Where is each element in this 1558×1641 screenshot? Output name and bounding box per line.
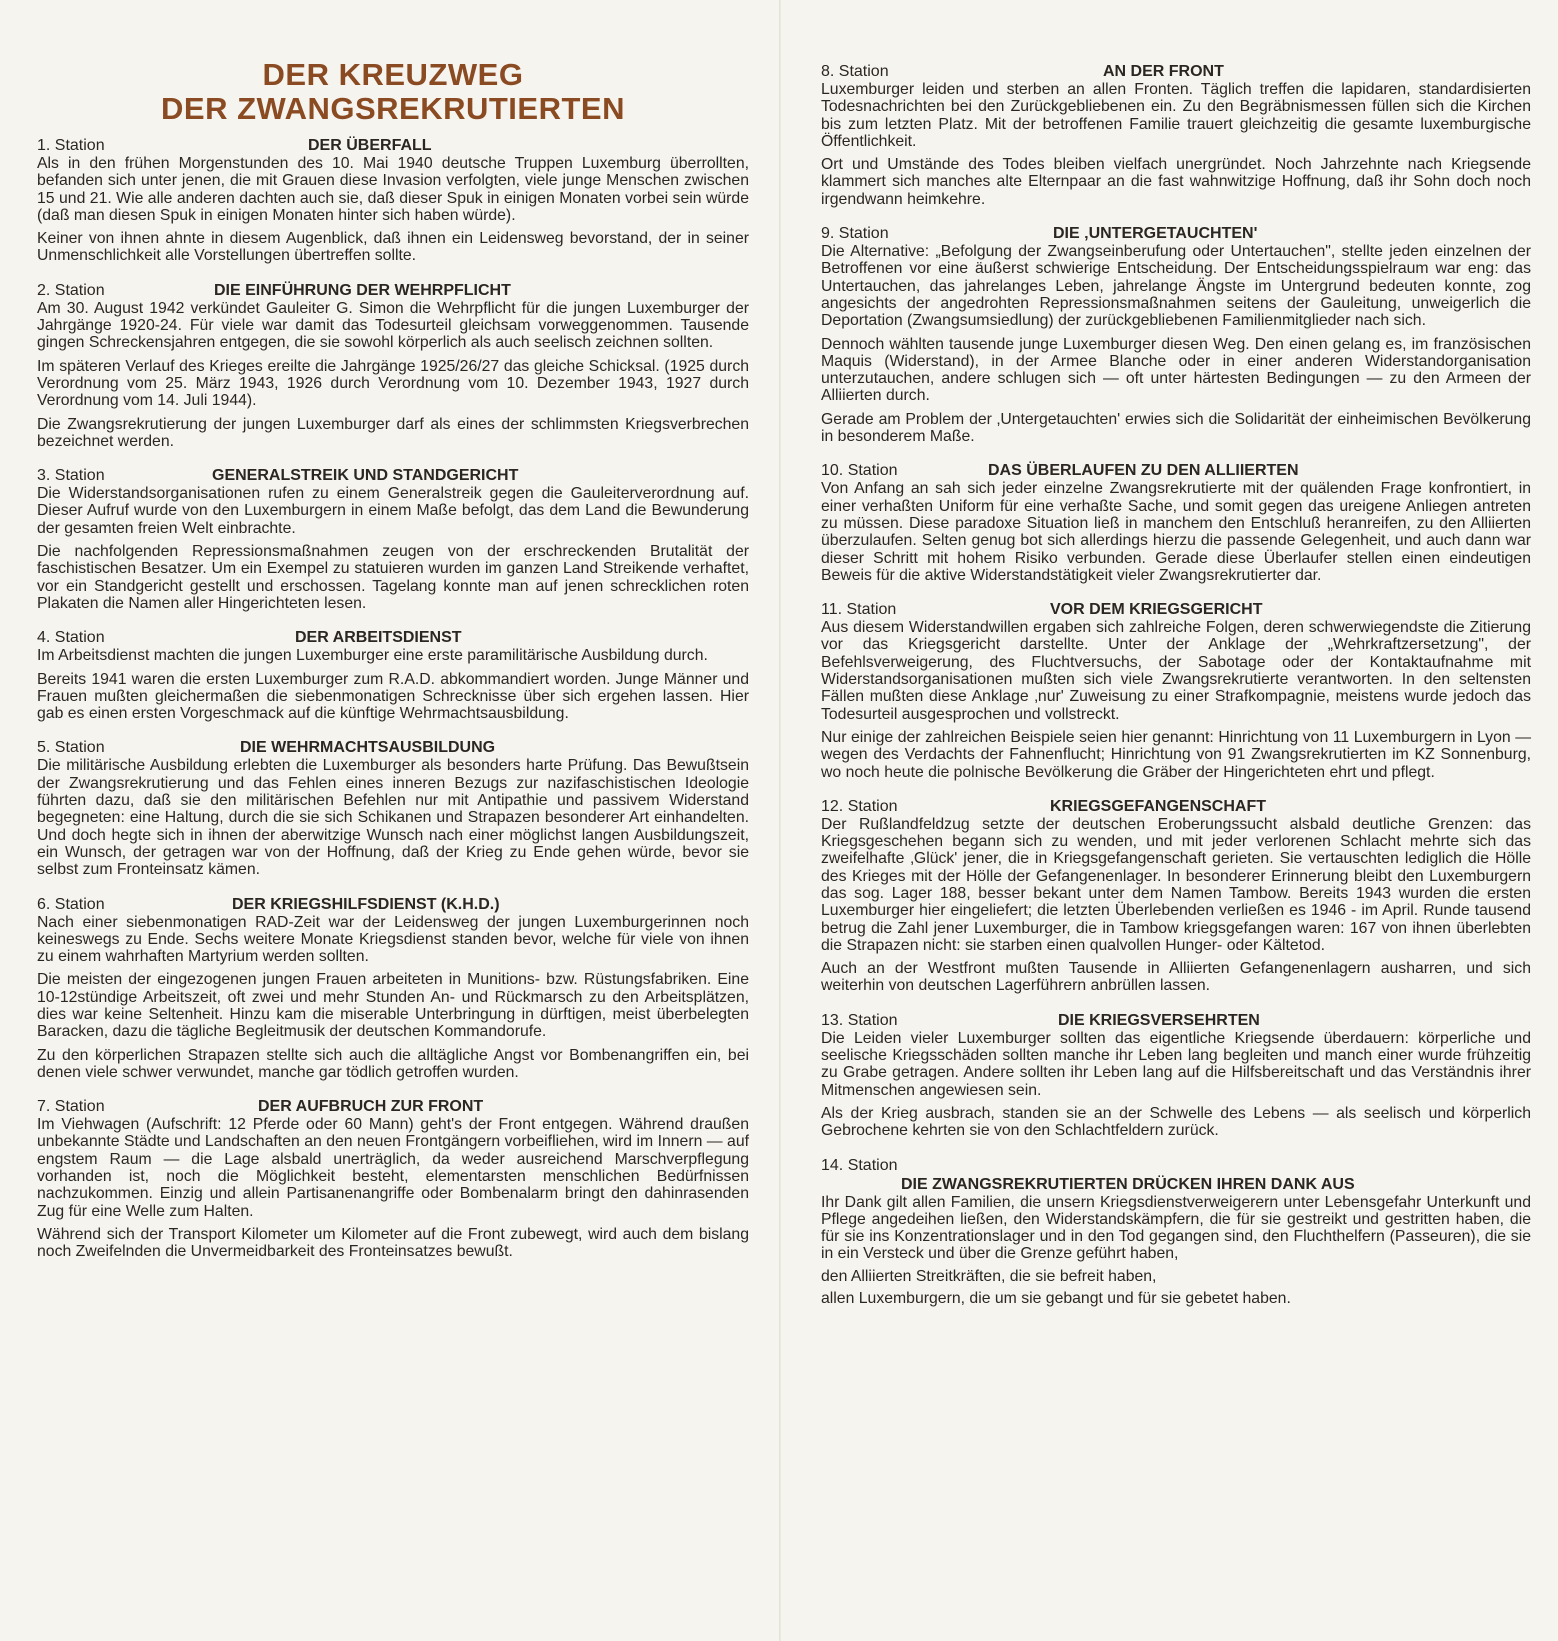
station-paragraph: Nach einer siebenmonatigen RAD-Zeit war der Leidensweg der jungen Luxemburgerinnen noch keineswegs zu Ende. Sechs weitere Monate Kriegsdienst standen bevor, welche für viele von ihnen zu einem wahrhaften Martyrium werden sollten. [37, 913, 749, 966]
station-paragraph: Die Leiden vieler Luxemburger sollten das eigentliche Kriegsende überdauern: körperliche und seelische Kriegsschäden sollten manche ihr Leben lang begleiten und manch einer wurde frühzeitig zu Grabe getragen. Andere sollten ihr Leben lang auf die Hilfsbereitschaft und das Verständnis ihrer Mitmenschen angewiesen sein. [821, 1029, 1531, 1099]
station-title: DER ARBEITSDIENST [295, 629, 462, 647]
title-line-1: DER KREUZWEG [262, 57, 524, 92]
station-paragraph: Dennoch wählten tausende junge Luxemburger diesen Weg. Den einen gelang es, im französischen Maquis (Widerstand), in der Armee Blanche oder in einer anderen Widerstandorganisation unterzutauchen, andere schlugen sich — oft unter härtesten Bedingungen — zu den Armeen der Alliierten durch. [821, 335, 1531, 405]
station-title: DIE WEHRMACHTSAUSBILDUNG [240, 739, 496, 757]
station-paragraph: Während sich der Transport Kilometer um Kilometer auf die Front zubewegt, wird auch dem bislang noch Zweifelnden die Unvermeidbarkeit des Fronteinsatzes bewußt. [37, 1225, 749, 1261]
station-title: DIE ZWANGSREKRUTIERTEN DRÜCKEN IHREN DANK AUS [901, 1175, 1355, 1193]
station-paragraph: Bereits 1941 waren die ersten Luxemburger zum R.A.D. abkommandiert worden. Junge Männer und Frauen mußten gleichermaßen die siebenmonatigen Schrecknisse über sich ergehen lassen. Hier gab es einen ersten Vorgeschmack auf die künftige Wehrmachtsausbildung. [37, 670, 749, 723]
station-title: DIE EINFÜHRUNG DER WEHRPFLICHT [214, 281, 511, 299]
station-header [821, 1156, 1531, 1194]
station-paragraph: Im Arbeitsdienst machten die jungen Luxemburger eine erste paramilitärische Ausbildung durch. [37, 647, 708, 665]
station-title: DAS ÜBERLAUFEN ZU DEN ALLIIERTEN [988, 462, 1299, 480]
station-14 [821, 1156, 1531, 1308]
station-header [37, 895, 749, 914]
station-paragraph: Nur einige der zahlreichen Beispiele seien hier genannt: Hinrichtung von 11 Luxemburgern in Lyon — wegen des Verdachts der Fahnenflucht; Hinrichtung von 91 Zwangsrekrutierten im KZ Sonnenburg, wo noch heute die polnische Bevölkerung die Gräber der Hingerichteten ehrt und pflegt. [821, 728, 1531, 781]
station-paragraph: allen Luxemburgern, die um sie gebangt und für sie gebetet haben. [821, 1290, 1291, 1308]
station-title: AN DER FRONT [1103, 63, 1224, 80]
station-title: DER KRIEGSHILFSDIENST (K.H.D.) [232, 895, 500, 913]
station-paragraph: Aus diesem Widerstandwillen ergaben sich zahlreiche Folgen, deren schwerwiegendste die Zitierung vor das Kriegsgericht darstellte. Unter der Anklage der „Wehrkraftzersetzung", der Befehlsverweigerung, des Fluchtversuchs, der Sabotage oder der Kontaktaufnahme mit Widerstandsorganisationen mußten sich viele Zwangsrekrutierte verantworten. In den seltensten Fällen mußten diese Anklage ‚nur' Zuweisung zu einer Strafkompagnie, meistens wurde jedoch das Todesurteil ausgesprochen und vollstreckt. [821, 619, 1531, 723]
station-paragraph: Die Zwangsrekrutierung der jungen Luxemburger darf als eines der schlimmsten Kriegsverbrechen bezeichnet werden. [37, 415, 749, 450]
station-header [821, 600, 1531, 619]
station-paragraph: Luxemburger leiden und sterben an allen Fronten. Täglich treffen die lapidaren, standardisierten Todesnachrichten bei den Zurückgebliebenen ein. Zu den Begräbnismessen füllen sich die Kirchen bis zum letzten Platz. Mit der betroffenen Familie trauert gleichzeitig die gesamte luxemburgische Öffentlichkeit. [821, 81, 1531, 150]
station-3 [37, 466, 749, 612]
station-title: GENERALSTREIK UND STANDGERICHT [212, 467, 519, 485]
station-number: 5. Station [37, 739, 105, 757]
station-11 [821, 600, 1531, 781]
station-number: 4. Station [37, 629, 105, 647]
station-title: DER AUFBRUCH ZUR FRONT [258, 1098, 484, 1116]
station-number: 1. Station [37, 137, 105, 154]
station-paragraph: Im Viehwagen (Aufschrift: 12 Pferde oder 60 Mann) geht's der Front entgegen. Während draußen unbekannte Städte und Landschaften an den neuen Frontgängern vorbeifliehen, wird im Innern — auf engstem Raum — die Lage alsbald unerträglich, da weder ausreichend Marschverpflegung vorhanden ist, noch die Möglichkeit besteht, elementarsten menschlichen Bedürfnissen nachzukommen. Einzig und allein Partisanenangriffe oder Bombenalarm bringt den dahinrasenden Zug für eine Welle zum Halten. [37, 1116, 749, 1220]
right-column [821, 0, 1531, 1312]
station-paragraph: Die militärische Ausbildung erlebten die Luxemburger als besonders harte Prüfung. Das Bewußtsein der Zwangsrekrutierung und das Fehlen eines inneren Bezugs zur nazifaschistischen Ideologie führten dazu, daß sie den militärischen Befehlen nur mit Antipathie und passivem Widerstand begegneten: eine Haltung, durch die sie sich Schikanen und Strapazen besonderer Art einhandelten. Und doch hegte sich in ihnen der aberwitzige Wunsch nach einer möglichst langen Ausbildungszeit, ein Wunsch, der getragen war von der Hoffnung, daß der Krieg zu Ende gehen würde, bevor sie selbst zum Fronteinsatz kämen. [37, 757, 749, 879]
station-9 [821, 224, 1531, 445]
station-number: 12. Station [821, 797, 898, 815]
station-paragraph: Der Rußlandfeldzug setzte der deutschen Eroberungssucht alsbald deutliche Grenzen: das Kriegsgeschehen begann sich zu wenden, und mit jeder verlorenen Schlacht mehrte sich das zweifelhafte ‚Glück' jener, die in Kriegsgefangenschaft gerieten. Sie vertauschten lediglich die Hölle des Krieges mit der Hölle der Gefangenenlager. In besonderer Erinnerung bleibt den Luxemburgern das sog. Lager 188, besser bekant unter dem Namen Tambow. Bereits 1943 wurden die ersten Luxemburger hier eingeliefert; die letzten Überlebenden verließen es 1946 - im April. Runde tausend betrug die Zahl jener Luxemburger, die in Tambow kriegsgefangen waren: 167 von ihnen überlebten die Strapazen nicht: sie starben einen qualvollen Hunger- oder Kältetod. [821, 815, 1531, 954]
station-1 [37, 136, 749, 265]
station-4 [37, 628, 749, 722]
station-paragraph: Von Anfang an sah sich jeder einzelne Zwangsrekrutierte mit der quälenden Frage konfrontiert, in einer verhaßten Uniform für eine verhaßte Sache, und somit gegen das ureigene Anliegen antreten zu müssen. Diese paradoxe Situation ließ in manchem den Entschluß heranreifen, zu den Alliierten überzulaufen. Selten genug bot sich allerdings hierzu die passende Gelegenheit, und auch dann war dieser Schritt mit hohem Risiko verbunden. Gerade diese Überlaufer stellen einen eindeutigen Beweis für die aktive Widerstandstätigkeit vieler Zwangsrekrutierter dar. [821, 480, 1531, 584]
station-paragraph: den Alliierten Streitkräften, die sie befreit haben, [821, 1267, 1157, 1285]
station-6 [37, 895, 749, 1082]
station-number: 3. Station [37, 467, 105, 485]
station-paragraph: Die Widerstandsorganisationen rufen zu einem Generalstreik gegen die Gauleiterverordnung auf. Dieser Aufruf wurde von den Luxemburgern in einem Maße befolgt, das dem Land die Bewunderung der gesamten freien Welt einbrachte. [37, 485, 749, 537]
station-paragraph: Als in den frühen Morgenstunden des 10. Mai 1940 deutsche Truppen Luxemburg überrollten, befanden sich unter jenen, die mit Grauen diese Invasion verfolgten, viele junge Menschen zwischen 15 und 21. Wie alle anderen dachten auch sie, daß dieser Spuk in einigen Monaten vorbei sein würde (daß man diesen Spuk in einigen Monaten hinter sich haben würde). [37, 155, 749, 224]
station-paragraph: Am 30. August 1942 verkündet Gauleiter G. Simon die Wehrpflicht für die jungen Luxemburger der Jahrgänge 1920-24. Für viele war damit das Todesurteil gleichsam vorweggenommen. Tausende gingen Schreckensjahren entgegen, die sie sowohl körperlich als auch seelisch zeichnen sollten. [37, 299, 749, 352]
document-title [37, 58, 749, 126]
station-number: 7. Station [37, 1098, 105, 1116]
station-2 [37, 281, 749, 450]
station-title: KRIEGSGEFANGENSCHAFT [1050, 797, 1267, 815]
left-column [37, 0, 749, 1267]
station-number: 13. Station [821, 1011, 898, 1029]
station-number: 8. Station [821, 63, 889, 80]
station-paragraph: Im späteren Verlauf des Krieges ereilte die Jahrgänge 1925/26/27 das gleiche Schicksal. (1925 durch Verordnung vom 25. März 1943, 1926 durch Verordnung vom 10. Dezember 1943, 1927 durch Verordnung vom 14. Juli 1944). [37, 357, 749, 410]
station-paragraph: Auch an der Westfront mußten Tausende in Alliierten Gefangenenlagern ausharren, und sich weiterhin von deutschen Lagerführern anbrüllen lassen. [821, 960, 1531, 995]
station-paragraph: Keiner von ihnen ahnte in diesem Augenblick, daß ihnen ein Leidensweg bevorstand, der in seiner Unmenschlichkeit alle Vorstellungen übertreffen sollte. [37, 230, 749, 265]
station-title: DER ÜBERFALL [308, 137, 432, 154]
station-header [821, 461, 1531, 480]
station-10 [821, 461, 1531, 584]
station-title: DIE KRIEGSVERSEHRTEN [1058, 1011, 1260, 1029]
station-paragraph: Ort und Umstände des Todes bleiben vielfach unergründet. Noch Jahrzehnte nach Kriegsende klammert sich manches alte Elternpaar an die fast wahnwitzige Hoffnung, daß ihr Sohn doch noch irgendwann heimkehre. [821, 156, 1531, 208]
station-paragraph: Die nachfolgenden Repressionsmaßnahmen zeugen von der erschreckenden Brutalität der faschistischen Besatzer. Um ein Exempel zu statuieren wurden im ganzen Land Streikende verhaftet, vor ein Standgericht gestellt und erschossen. Tagelang konnte man auf jenen schrecklichen roten Plakaten die Namen aller Hingerichteten lesen. [37, 543, 749, 612]
station-header [821, 62, 1531, 81]
station-13 [821, 1011, 1531, 1140]
station-header [821, 797, 1531, 816]
station-number: 11. Station [821, 601, 897, 619]
station-title: VOR DEM KRIEGSGERICHT [1050, 601, 1263, 619]
station-paragraph: Als der Krieg ausbrach, standen sie an der Schwelle des Lebens — als seelisch und körperlich Gebrochene kehrten sie von den Schlachtfeldern zurück. [821, 1104, 1531, 1140]
station-header [37, 281, 749, 300]
station-5 [37, 738, 749, 878]
station-title: DIE ‚UNTERGETAUCHTEN' [1053, 225, 1258, 243]
station-header [37, 466, 749, 485]
station-number: 6. Station [37, 895, 105, 913]
station-header [37, 738, 749, 757]
station-12 [821, 797, 1531, 995]
station-number: 2. Station [37, 281, 105, 299]
station-number: 9. Station [821, 225, 889, 243]
station-header [821, 1011, 1531, 1030]
station-7 [37, 1097, 749, 1260]
station-header [37, 628, 749, 647]
page-fold [779, 0, 781, 1641]
station-header [37, 1097, 749, 1116]
station-paragraph: Ihr Dank gilt allen Familien, die unsern Kriegsdienstverweigerern unter Lebensgefahr Unterkunft und Pflege angedeihen ließen, den Widerstandskämpfern, die für sie gestreikt und gestritten haben, die für sie ins Konzentrationslager und in den Tod gegangen sind, den Fluchthelfern (Passeuren), die sie in ein Versteck und über die Grenze geführt haben, [821, 1193, 1531, 1263]
title-line-2: DER ZWANGSREKRUTIERTEN [161, 91, 625, 126]
station-8 [821, 62, 1531, 208]
station-paragraph: Zu den körperlichen Strapazen stellte sich auch die alltägliche Angst vor Bombenangriffen ein, bei denen viele schwer verwundet, manche gar tödlich getroffen wurden. [37, 1046, 749, 1081]
station-number: 10. Station [821, 462, 898, 480]
station-paragraph: Die meisten der eingezogenen jungen Frauen arbeiteten in Munitions- bzw. Rüstungsfabriken. Eine 10-12stündige Arbeitszeit, oft zwei und mehr Stunden An- und Rückmarsch zu den Arbeitsplätzen, dies war keine Seltenheit. Hinzu kam die miserable Unterbringung in dürftigen, meist überbelegten Baracken, dazu die tägliche Begleitmusik der deutschen Kommandorufe. [37, 971, 749, 1041]
station-header [37, 136, 749, 155]
station-paragraph: Gerade am Problem der ‚Untergetauchten' erwies sich die Solidarität der einheimischen Bevölkerung in besonderem Maße. [821, 410, 1531, 446]
station-header [821, 224, 1531, 243]
station-paragraph: Die Alternative: „Befolgung der Zwangseinberufung oder Untertauchen", stellte jeden einzelnen der Betroffenen vor eine äußerst schwierige Entscheidung. Der Entscheidungsspielraum war eng: das Untertauchen, das jahrelanges Leben, jahrelange Ängste im Untergrund bedeuten konnte, zog angesichts der angedrohten Repressionsmaßnahmen seitens der Gauleitung, unweigerlich die Deportation (Zwangsumsiedlung) der zurückgebliebenen Familienmitglieder nach sich. [821, 243, 1531, 330]
station-number: 14. Station [821, 1156, 898, 1174]
